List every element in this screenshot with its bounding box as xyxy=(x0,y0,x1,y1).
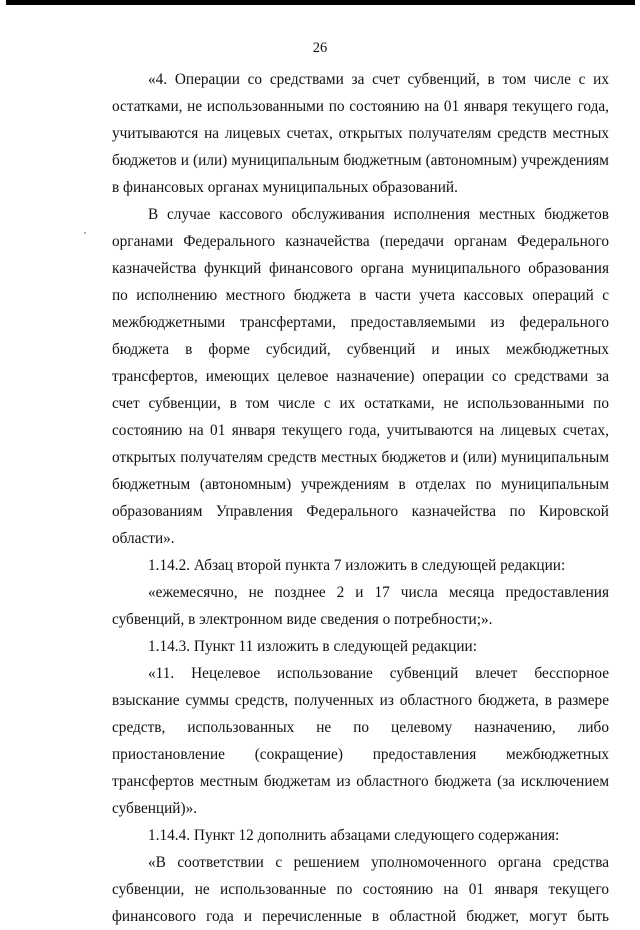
paragraph-1-14-4: 1.14.4. Пункт 12 дополнить абзацами следующего содержания: xyxy=(148,827,560,844)
paragraph-authorized-body: «В соответствии с решением уполномоченного органа средства субвенции, не использованные по состоянию на 01 января текущего финансового года и перечисленные в областной бюджет, могут быть xyxy=(112,854,609,925)
paragraph-1-14-2: 1.14.2. Абзац второй пункта 7 изложить в следующей редакции: xyxy=(148,557,566,574)
scan-top-border xyxy=(6,0,635,5)
paragraph-point-11: «11. Нецелевое использование субвенций влечет бесспорное взыскание суммы средств, полученных из областного бюджета, в размере средств, использованных не по целевому назначению, либо приостановление (сокращение) предоставления межбюджетных трансфертов местным бюджетам из областного бюджета (за исключением субвенций)». xyxy=(112,665,609,817)
document-body xyxy=(112,66,609,930)
paragraph-1-14-3: 1.14.3. Пункт 11 изложить в следующей редакции: xyxy=(148,638,477,655)
paragraph-monthly-deadline: «ежемесячно, не позднее 2 и 17 числа месяца предоставления субвенций, в электронном виде сведения о потребности;». xyxy=(112,584,609,628)
scan-speck xyxy=(84,232,86,234)
paragraph-amendment-4: «4. Операции со средствами за счет субвенций, в том числе с их остатками, не использованными по состоянию на 01 января текущего года, учитываются на лицевых счетах, открытых получателям средств местных бюджетов и (или) муниципальным бюджетным (автономным) учреждениям в финансовых органах муниципальных образований. xyxy=(112,71,609,196)
page-number: 26 xyxy=(312,40,328,56)
paragraph-treasury-servicing: В случае кассового обслуживания исполнения местных бюджетов органами Федерального казначейства (передачи органам Федерального казначейства функций финансового органа муниципального образования по исполнению местного бюджета в части учета кассовых операций с межбюджетными трансфертами, предоставляемыми из федерального бюджета в форме субсидий, субвенций и иных межбюджетных трансфертов, имеющих целевое назначение) операции со средствами за счет субвенции, в том числе с их остатками, не использованными по состоянию на 01 января текущего года, учитываются на лицевых счетах, открытых получателям средств местных бюджетов и (или) муниципальным бюджетным (автономным) учреждениям в отделах по муниципальным образованиям Управления Федерального казначейства по Кировской области». xyxy=(112,206,609,547)
